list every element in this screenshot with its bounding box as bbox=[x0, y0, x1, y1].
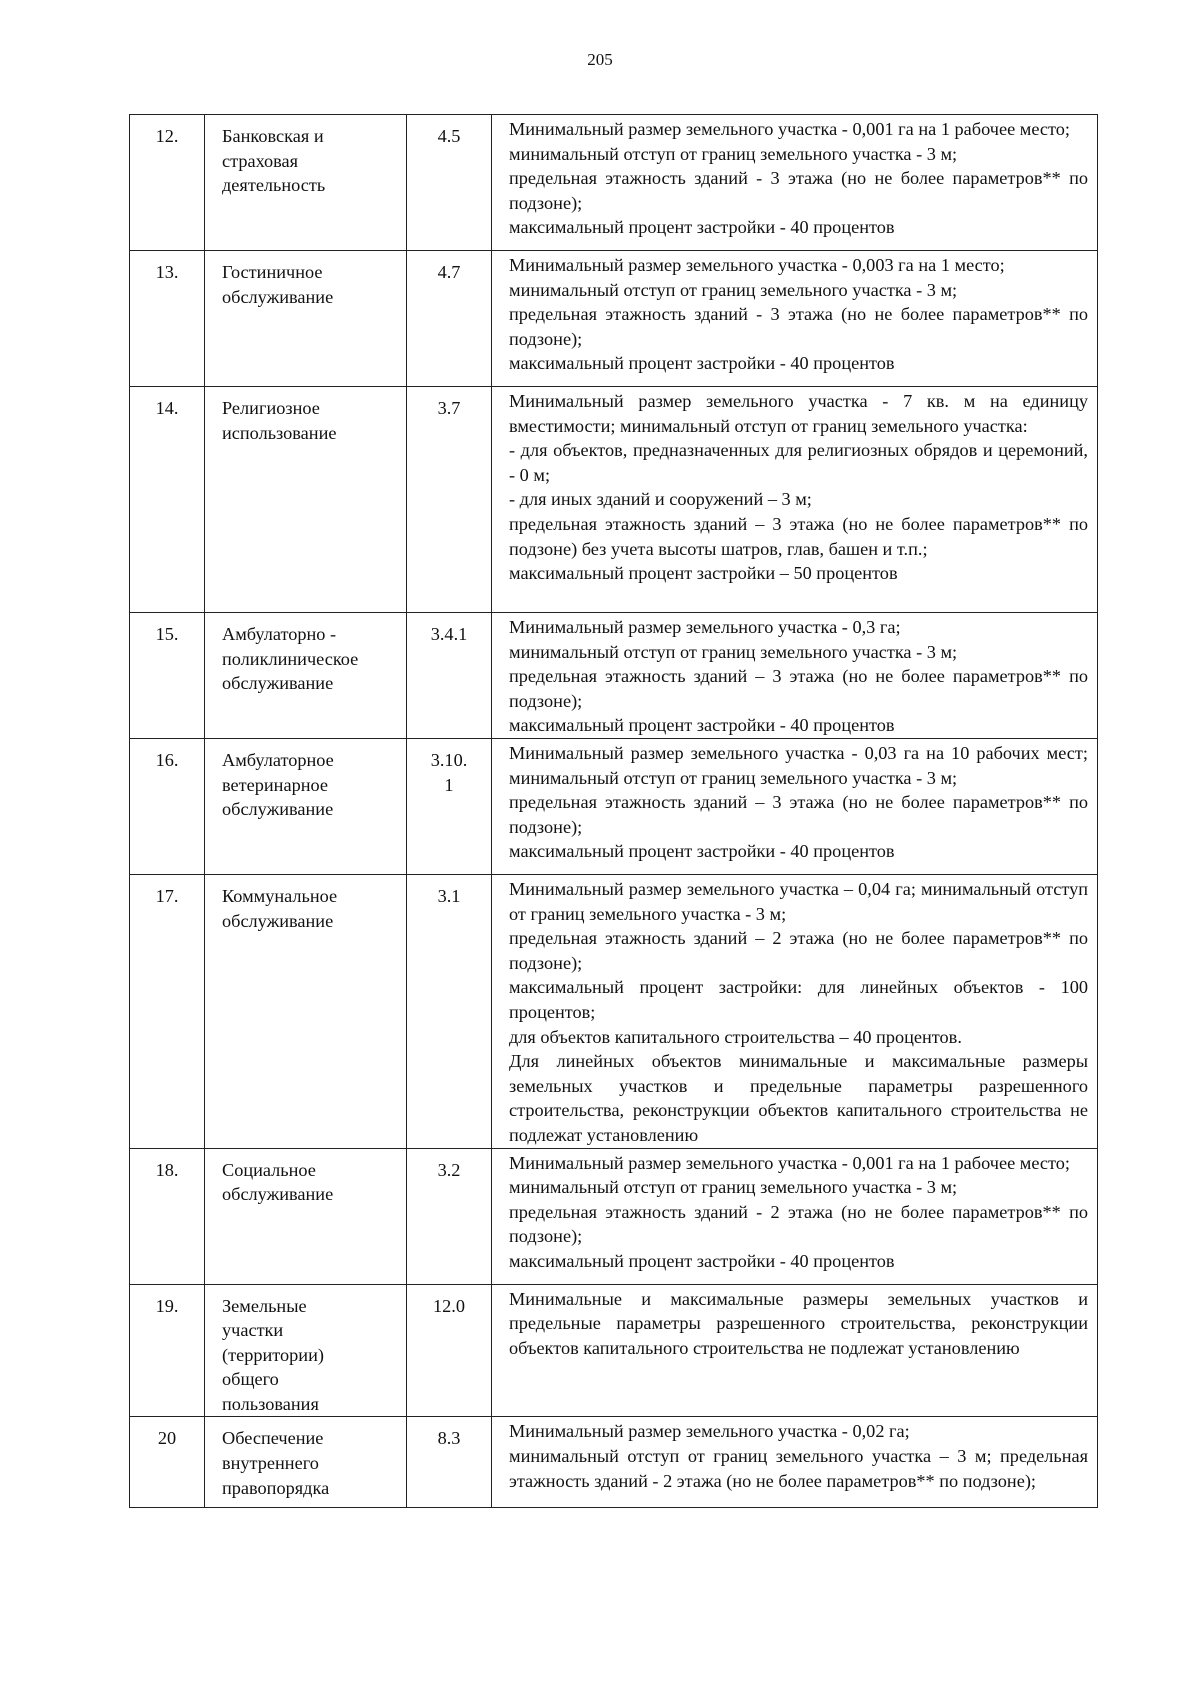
parameter-line: предельная этажность зданий – 3 этажа (но не более параметров** по подзоне); bbox=[509, 792, 1088, 837]
use-type-code bbox=[407, 387, 492, 613]
parameter-line: для объектов капитального строительства – 40 процентов. bbox=[509, 1026, 962, 1047]
row-number: 13. bbox=[130, 251, 205, 387]
parameter-line: максимальный процент застройки – 50 процентов bbox=[509, 563, 898, 584]
parameter-line: Минимальный размер земельного участка - 7 кв. м на единицу вместимости; минимальный отступ от границ земельного участка: bbox=[509, 391, 1088, 436]
use-type-name-line: общего bbox=[222, 1369, 279, 1390]
use-type-name-line: Религиозное bbox=[222, 398, 320, 418]
parameter-line: максимальный процент застройки - 40 процентов bbox=[509, 1250, 895, 1271]
parameter-line: максимальный процент застройки - 40 процентов bbox=[509, 217, 895, 238]
table-row bbox=[130, 251, 1098, 387]
row-number: 19. bbox=[130, 1284, 205, 1417]
use-type-name-line: Амбулаторно - bbox=[222, 624, 337, 644]
parameter-line: Минимальный размер земельного участка - 0,02 га; bbox=[509, 1421, 910, 1442]
table-row bbox=[130, 738, 1098, 874]
use-type-code-line: 3.7 bbox=[437, 398, 461, 418]
parameter-line: предельная этажность зданий – 2 этажа (но не более параметров** по подзоне); bbox=[509, 928, 1088, 973]
use-type-name-line: обслуживание bbox=[222, 673, 334, 694]
parameter-line: Минимальный размер земельного участка - 0,001 га на 1 рабочее место; bbox=[509, 1152, 1070, 1173]
parameter-line: Минимальный размер земельного участка - 0,3 га; bbox=[509, 617, 901, 637]
use-type-code bbox=[407, 1284, 492, 1417]
parameter-line: максимальный процент застройки - 40 процентов bbox=[509, 715, 895, 736]
use-type-code-line: 3.1 bbox=[437, 885, 461, 906]
use-type-name-line: Амбулаторное bbox=[222, 749, 334, 770]
use-type-name bbox=[205, 251, 407, 387]
use-type-code bbox=[407, 738, 492, 874]
use-type-name bbox=[205, 1284, 407, 1417]
parameter-line: - для иных зданий и сооружений – 3 м; bbox=[509, 489, 812, 510]
parameter-line: минимальный отступ от границ земельного участка - 3 м; bbox=[509, 143, 958, 164]
use-type-name-line: внутреннего bbox=[222, 1453, 319, 1474]
parameters-text bbox=[492, 387, 1098, 613]
parameters-text bbox=[492, 874, 1098, 1148]
row-number: 14. bbox=[130, 387, 205, 613]
use-type-name-line: использование bbox=[222, 422, 337, 443]
parameters-text bbox=[492, 738, 1098, 874]
parameter-line: Минимальный размер земельного участка - 0,03 га на 10 рабочих мест; минимальный отступ от границ земельного участка - 3 м; bbox=[509, 742, 1088, 788]
row-number: 18. bbox=[130, 1148, 205, 1284]
table-row bbox=[130, 387, 1098, 613]
use-type-name bbox=[205, 1148, 407, 1284]
parameter-line: максимальный процент застройки - 40 процентов bbox=[509, 353, 895, 374]
table-row bbox=[130, 1417, 1098, 1508]
use-type-code-line: 3.4.1 bbox=[430, 624, 468, 644]
use-type-name-line: Обеспечение bbox=[222, 1428, 324, 1449]
parameter-line: предельная этажность зданий - 2 этажа (но не более параметров** по подзоне); bbox=[509, 1201, 1088, 1247]
parameter-line: минимальный отступ от границ земельного участка - 3 м; bbox=[509, 1177, 958, 1198]
use-type-name bbox=[205, 1417, 407, 1508]
row-number: 20 bbox=[130, 1417, 205, 1508]
use-type-code-line: 3.2 bbox=[437, 1159, 461, 1180]
use-type-name-line: обслуживание bbox=[222, 910, 334, 931]
use-type-code bbox=[407, 251, 492, 387]
row-number: 16. bbox=[130, 738, 205, 874]
use-type-name-line: правопорядка bbox=[222, 1477, 330, 1498]
table-row bbox=[130, 115, 1098, 251]
use-type-code-line: 4.5 bbox=[437, 126, 461, 146]
use-type-code bbox=[407, 115, 492, 251]
parameter-line: предельная этажность зданий – 3 этажа (но не более параметров** по подзоне) без учета высоты шатров, глав, башен и т.п.; bbox=[509, 513, 1088, 559]
use-type-code-line: 1 bbox=[444, 774, 454, 795]
parameter-line: Минимальный размер земельного участка – 0,04 га; минимальный отступ от границ земельного участка - 3 м; bbox=[509, 878, 1088, 924]
table-row bbox=[130, 1284, 1098, 1417]
parameter-line: минимальный отступ от границ земельного участка - 3 м; bbox=[509, 641, 958, 662]
use-type-code-line: 8.3 bbox=[437, 1428, 461, 1449]
use-type-name bbox=[205, 738, 407, 874]
use-type-name-line: участки bbox=[222, 1320, 284, 1341]
parameters-text bbox=[492, 1148, 1098, 1284]
use-type-name-line: (территории) bbox=[222, 1344, 324, 1365]
parameters-text bbox=[492, 1284, 1098, 1417]
use-type-name-line: Банковская и bbox=[222, 126, 324, 146]
use-type-code bbox=[407, 1417, 492, 1508]
use-type-name-line: деятельность bbox=[222, 175, 326, 196]
parameter-line: минимальный отступ от границ земельного участка - 3 м; bbox=[509, 279, 958, 300]
use-type-code bbox=[407, 1148, 492, 1284]
zoning-parameters-table bbox=[129, 114, 1098, 1508]
parameters-text bbox=[492, 1417, 1098, 1508]
use-type-name-line: обслуживание bbox=[222, 286, 334, 307]
parameters-text bbox=[492, 115, 1098, 251]
parameter-line: минимальный отступ от границ земельного участка – 3 м; предельная этажность зданий - 2 этажа (но не более параметров** по подзоне); bbox=[509, 1446, 1088, 1491]
use-type-name-line: страховая bbox=[222, 150, 299, 171]
use-type-name bbox=[205, 613, 407, 739]
row-number: 17. bbox=[130, 874, 205, 1148]
use-type-code-line: 12.0 bbox=[433, 1295, 465, 1316]
parameters-text bbox=[492, 251, 1098, 387]
use-type-name bbox=[205, 115, 407, 251]
use-type-name-line: Земельные bbox=[222, 1295, 307, 1316]
parameters-text bbox=[492, 613, 1098, 739]
row-number: 12. bbox=[130, 115, 205, 251]
table-row bbox=[130, 1148, 1098, 1284]
table-row bbox=[130, 874, 1098, 1148]
table-body bbox=[130, 115, 1098, 1508]
parameter-line: максимальный процент застройки - 40 процентов bbox=[509, 841, 895, 862]
parameter-line: Минимальный размер земельного участка - 0,003 га на 1 место; bbox=[509, 255, 1005, 275]
use-type-code bbox=[407, 613, 492, 739]
parameter-line: Минимальные и максимальные размеры земельных участков и предельные параметры разрешенного строительства, реконструкции объектов капитального строительства не подлежат установлению bbox=[509, 1288, 1088, 1358]
use-type-name-line: Социальное bbox=[222, 1159, 316, 1180]
parameter-line: максимальный процент застройки: для линейных объектов - 100 процентов; bbox=[509, 977, 1088, 1022]
parameter-line: - для объектов, предназначенных для религиозных обрядов и церемоний, - 0 м; bbox=[509, 440, 1088, 485]
use-type-name-line: Гостиничное bbox=[222, 262, 323, 282]
use-type-code-line: 3.10. bbox=[430, 749, 468, 770]
parameter-line: Для линейных объектов минимальные и максимальные размеры земельных участков и предельные параметры разрешенного строительства, реконструкции объектов капитального строительства не подлежат установлению bbox=[509, 1051, 1088, 1145]
page-number: 205 bbox=[587, 50, 613, 69]
parameter-line: Минимальный размер земельного участка - 0,001 га на 1 рабочее место; bbox=[509, 119, 1070, 139]
parameter-line: предельная этажность зданий – 3 этажа (но не более параметров** по подзоне); bbox=[509, 666, 1088, 711]
use-type-name-line: пользования bbox=[222, 1393, 319, 1414]
use-type-name-line: обслуживание bbox=[222, 799, 334, 820]
table-row bbox=[130, 613, 1098, 739]
parameter-line: предельная этажность зданий - 3 этажа (но не более параметров** по подзоне); bbox=[509, 304, 1088, 349]
row-number: 15. bbox=[130, 613, 205, 739]
use-type-name-line: обслуживание bbox=[222, 1184, 334, 1205]
use-type-code-line: 4.7 bbox=[437, 262, 461, 282]
use-type-name-line: ветеринарное bbox=[222, 774, 328, 795]
use-type-name-line: Коммунальное bbox=[222, 885, 338, 906]
use-type-name bbox=[205, 387, 407, 613]
use-type-name bbox=[205, 874, 407, 1148]
use-type-name-line: поликлиническое bbox=[222, 648, 359, 669]
parameter-line: предельная этажность зданий - 3 этажа (но не более параметров** по подзоне); bbox=[509, 168, 1088, 213]
use-type-code bbox=[407, 874, 492, 1148]
